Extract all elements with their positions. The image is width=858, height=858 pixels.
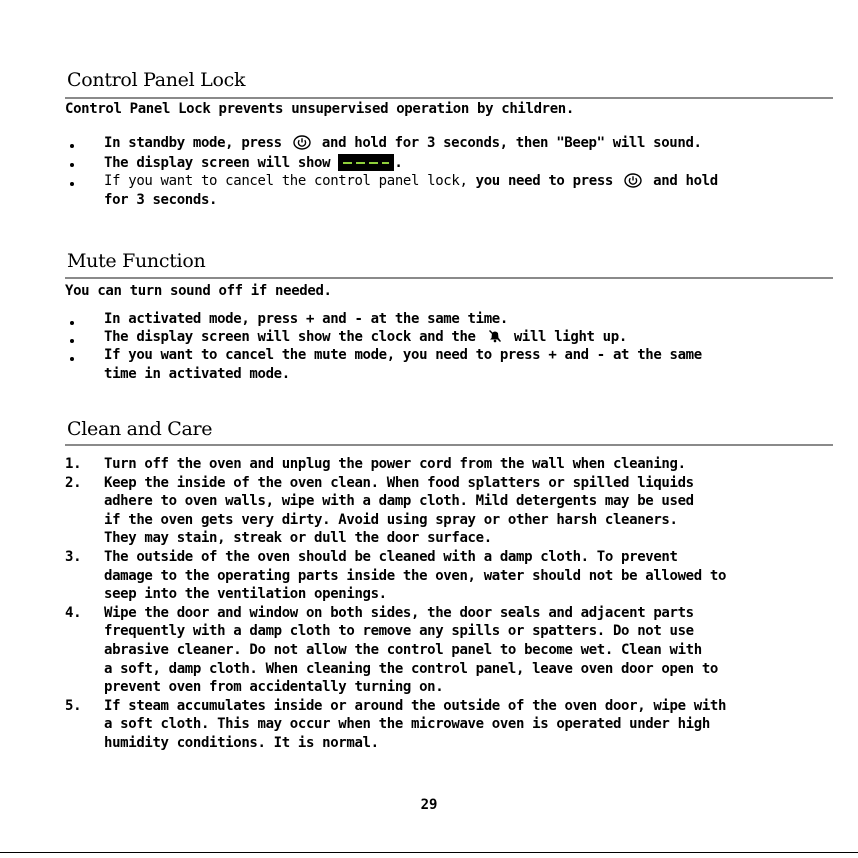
list-item-number: 2. [65, 474, 82, 491]
list-item-line: adhere to oven walls, wipe with a damp cloth. Mild detergents may be used [104, 493, 694, 510]
list-item-line: a soft cloth. This may occur when the microwave oven is operated under high [104, 716, 710, 733]
lock-bullet-3 [104, 173, 718, 189]
list-item-line: Turn off the oven and unplug the power cord from the wall when cleaning. [104, 456, 686, 472]
lock-bullet-1 [104, 135, 702, 151]
section-rule [65, 277, 833, 279]
bullet [70, 144, 74, 148]
lock-bullet-3-text-b: and hold [653, 173, 718, 189]
lock-bullet-3-line-2: for 3 seconds. [104, 192, 218, 208]
list-item-line: if the oven gets very dirty. Avoid using spray or other harsh cleaners. [104, 511, 678, 528]
mute-bullet-2-text-b: will light up. [513, 329, 627, 345]
list-item-number: 5. [65, 697, 82, 714]
mute-bullet-2 [104, 329, 627, 345]
list-item-line: damage to the operating parts inside the oven, water should not be allowed to [104, 567, 727, 584]
list-item-line: abrasive cleaner. Do not allow the control panel to become wet. Clean with [104, 642, 702, 658]
mute-bell-icon [488, 329, 502, 343]
lock-bullet-2-period: . [394, 155, 403, 171]
list-item-line: Wipe the door and window on both sides, the door seals and adjacent parts [104, 604, 694, 621]
bullet [70, 182, 74, 186]
lock-bullet-2-text: The display screen will show [104, 155, 331, 171]
list-item-number: 4. [65, 604, 82, 621]
list-item-line: humidity conditions. It is normal. [104, 735, 379, 751]
list-item-line: If steam accumulates inside or around the outside of the oven door, wipe with [104, 697, 727, 714]
mute-bullet-3-line-2: time in activated mode. [104, 366, 290, 382]
list-item-line: Keep the inside of the oven clean. When food splatters or spilled liquids [104, 474, 694, 491]
mute-bullet-1: In activated mode, press + and - at the same time. [104, 311, 508, 327]
list-item-line: prevent oven from accidentally turning on. [104, 679, 444, 696]
section-rule [65, 444, 833, 446]
bullet [70, 163, 74, 167]
list-item-line: seep into the ventilation openings. [104, 586, 387, 603]
list-item-line: a soft, damp cloth. When cleaning the control panel, leave oven door open to [104, 660, 718, 677]
lock-bullet-3-text: you need to press [475, 173, 613, 189]
lock-bullet-3-light-text: If you want to cancel the control panel lock, [104, 173, 468, 189]
lock-bullet-1-text-a: In standby mode, press [104, 135, 282, 151]
mute-bullet-3-line-1: If you want to cancel the mute mode, you need to press + and - at the same [104, 347, 702, 363]
section-title-mute: Mute Function [67, 250, 206, 272]
list-item-line: They may stain, streak or dull the door surface. [104, 530, 492, 547]
bullet [70, 357, 74, 361]
lock-intro: Control Panel Lock prevents unsupervised operation by children. [65, 101, 574, 117]
list-item-line: The outside of the oven should be cleaned with a damp cloth. To prevent [104, 549, 678, 565]
mute-intro: You can turn sound off if needed. [65, 283, 332, 299]
lock-bullet-2 [104, 154, 402, 171]
bullet [70, 321, 74, 325]
bullet [70, 339, 74, 343]
list-item-number: 1. [65, 456, 82, 472]
footer-rule [0, 852, 858, 853]
section-title-clean: Clean and Care [67, 418, 213, 440]
list-item-line: frequently with a damp cloth to remove any spills or spatters. Do not use [104, 623, 694, 640]
mute-bullet-2-text-a: The display screen will show the clock and the [104, 329, 476, 345]
power-icon [293, 135, 311, 150]
section-title-lock: Control Panel Lock [67, 69, 246, 91]
lcd-lock-display-icon [338, 154, 394, 171]
lock-bullet-1-text-b: and hold for 3 seconds, then "Beep" will sound. [321, 135, 702, 151]
list-item-number: 3. [65, 549, 82, 565]
page-number: 29 [420, 797, 438, 813]
power-icon [624, 173, 642, 188]
section-rule [65, 97, 833, 99]
